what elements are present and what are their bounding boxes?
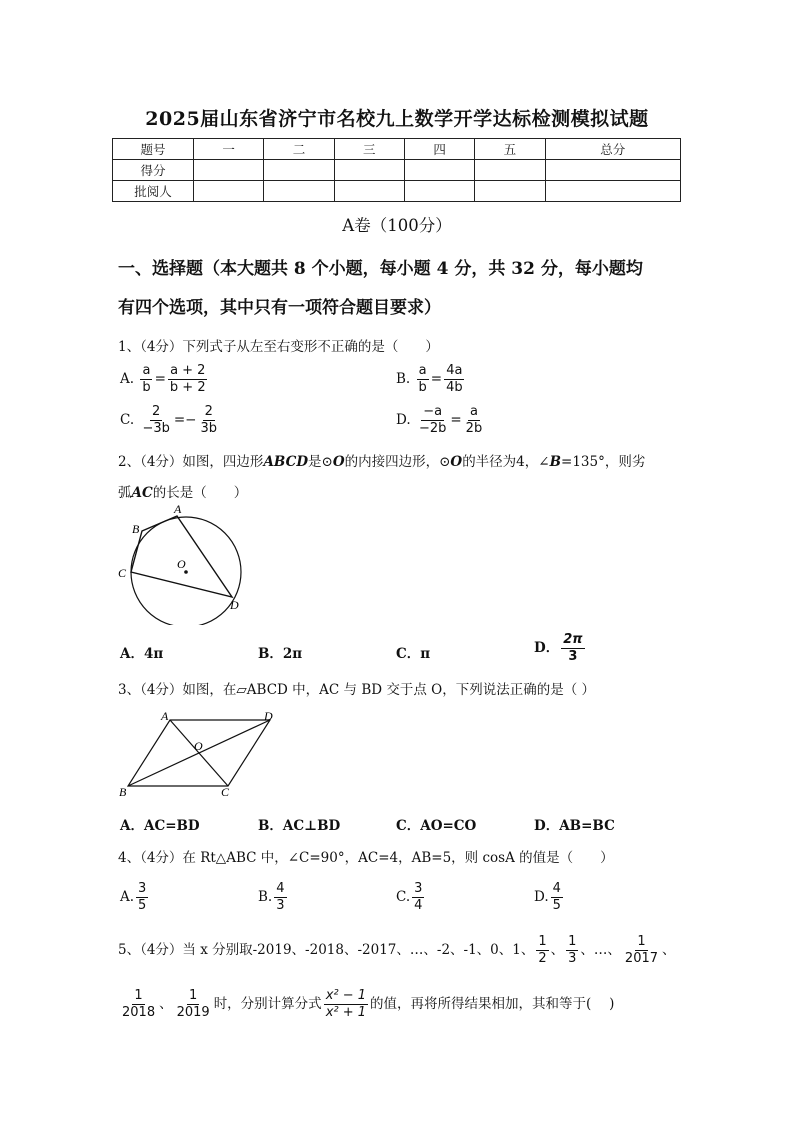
table-cell: 一 [194,139,264,160]
q2-option-c[interactable]: C．π [396,646,431,662]
question-1-stem: 1、（4分）下列式子从左至右变形不正确的是（ ） [118,339,439,355]
fraction: $\frac{2}{3b}$ [200,404,218,436]
fraction: $\frac{3}{4}$ [414,881,423,913]
question-5-stem-line2: $\frac{1}{2018}$ 、 $\frac{1}{2019}$ 时，分别计算分式 $\frac{\text{x² − 1}}{\text{x² + 1}}$ 的值，再将所得结果相加，其和等于( ) [122,988,615,1020]
label-c: C [118,566,127,580]
section-a-heading: A卷（100分） [342,216,452,235]
q2-option-b[interactable]: B．2π [258,646,303,662]
q3-option-c[interactable]: C．AO=CO [396,818,477,834]
table-cell: 四 [404,139,474,160]
fraction: $\frac{\text{x² − 1}}{\text{x² + 1}}$ [325,988,367,1020]
question-3-stem: 3、（4分）如图，在▱ABCD 中，AC 与 BD 交于点 O，下列说法正确的是（ ） [118,682,596,698]
table-cell: 得分 [113,160,194,181]
fraction: $\frac{a}{b}$ [142,363,151,395]
fraction: $\frac{1}{3}$ [568,934,577,966]
fraction: $\frac{1}{2019}$ [176,988,210,1020]
question-2-stem: 2、（4分）如图，四边形ABCD是⊙O的内接四边形，⊙O的半径为4，∠B=135°，则劣 [118,454,646,470]
q4-option-b[interactable]: B. $\frac{4}{3}$ [258,881,285,913]
question-4-stem: 4、（4分）在 Rt△ABC 中，∠C=90°，AC=4，AB=5，则 cosA 的值是（ ） [118,850,614,866]
fraction: $\frac{1}{2018}$ [122,988,156,1020]
fraction: $\frac{3}{5}$ [138,881,147,913]
fraction: $\frac{a}{b}$ [418,363,427,395]
section1-heading-line2: 有四个选项，其中只有一项符合题目要求） [118,298,441,318]
table-cell[interactable] [334,160,404,181]
label-a: A [174,502,182,516]
table-cell[interactable] [545,160,680,181]
fraction: $\frac{2}{-3b}$ [142,404,170,436]
option-label: A. [120,371,135,387]
fraction: $\frac{1}{2017}$ [624,934,659,966]
q1-option-b[interactable]: B. $\frac{a}{b}$ = $\frac{4a}{4b}$ [396,363,463,395]
table-cell[interactable] [264,181,334,202]
q2-circle-figure [110,500,260,625]
table-cell[interactable] [475,181,545,202]
option-label: C. [120,412,135,428]
label-d: D [230,598,239,612]
option-label: B. [396,371,411,387]
table-row [113,160,681,181]
table-cell[interactable] [194,160,264,181]
q3-option-a[interactable]: A．AC=BD [120,818,200,834]
table-cell: 题号 [113,139,194,160]
fraction: $\frac{4a}{4b}$ [446,363,463,395]
fraction: $\frac{-a}{-2b}$ [418,404,447,436]
fraction: $\frac{1}{2}$ [538,934,547,966]
label-o: O [177,557,186,571]
table-cell: 总分 [545,139,680,160]
table-cell[interactable] [334,181,404,202]
score-table [112,138,681,202]
question-2-stem-line2: 弧AC的长是（ ） [118,485,248,501]
q1-option-d[interactable]: D. $\frac{-a}{-2b}$ = $\frac{a}{2b}$ [396,404,483,436]
q4-option-c[interactable]: C. $\frac{3}{4}$ [396,881,423,913]
section1-heading-line1: 一、选择题（本大题共 8 个小题，每小题 4 分，共 32 分，每小题均 [118,259,643,279]
q4-option-d[interactable]: D. $\frac{4}{5}$ [534,881,561,913]
q2-option-d[interactable]: D． $\frac{2\pi}{3}$ [534,632,583,664]
q4-option-a[interactable]: A. $\frac{3}{5}$ [120,881,147,913]
label-a: A [161,709,169,723]
table-cell: 批阅人 [113,181,194,202]
q2-option-a[interactable]: A．4π [120,646,164,662]
option-label: D. [396,412,411,428]
page-title: 2025届山东省济宁市名校九上数学开学达标检测模拟试题 [145,108,649,130]
table-cell[interactable] [404,160,474,181]
fraction: $\frac{4}{5}$ [552,881,561,913]
table-cell[interactable] [264,160,334,181]
table-row [113,139,681,160]
label-b: B [132,522,140,536]
label-d: D [264,709,273,723]
table-cell[interactable] [194,181,264,202]
table-cell: 三 [334,139,404,160]
table-cell: 二 [264,139,334,160]
label-c: C [221,785,230,799]
q3-option-b[interactable]: B．AC⊥BD [258,818,341,834]
q3-parallelogram-figure [115,708,290,800]
table-row [113,181,681,202]
table-cell[interactable] [404,181,474,202]
q1-option-a[interactable]: A. $\frac{a}{b}$ = $\frac{a + 2}{b + 2}$ [120,363,206,395]
fraction: $\frac{a}{2b}$ [465,404,483,436]
q1-option-c[interactable]: C. $\frac{2}{-3b}$ =− $\frac{2}{3b}$ [120,404,218,436]
label-b: B [119,785,127,799]
fraction: $\frac{2\pi}{3}$ [563,632,583,664]
q3-option-d[interactable]: D．AB=BC [534,818,615,834]
label-o: O [194,739,203,753]
table-cell: 五 [475,139,545,160]
fraction: $\frac{a + 2}{b + 2}$ [169,363,206,395]
table-cell[interactable] [545,181,680,202]
table-cell[interactable] [475,160,545,181]
question-5-stem: 5、（4分）当 x 分别取-2019、-2018、-2017、…、-2、-1、0、1、 $\frac{1}{2}$ 、 $\frac{1}{3}$ 、…、 $\frac{1}{2017}$ 、 [118,934,676,966]
fraction: $\frac{4}{3}$ [276,881,285,913]
